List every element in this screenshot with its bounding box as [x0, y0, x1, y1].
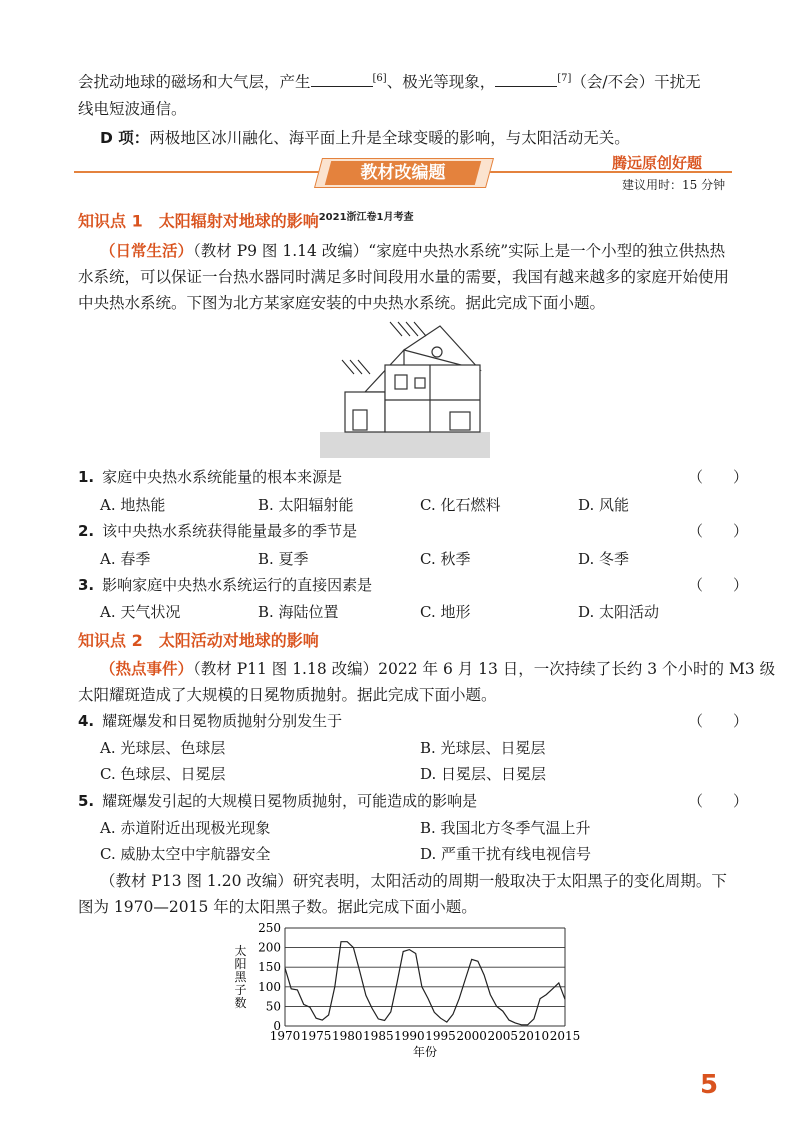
q5-option-b[interactable]: B. 我国北方冬季气温上升 [420, 819, 591, 837]
q3-option-c[interactable]: C. 地形 [420, 603, 471, 621]
answer-paren-2[interactable]: （ ） [688, 522, 749, 540]
option-d-explanation [100, 127, 630, 149]
x-tick-label: 1980 [331, 1029, 363, 1043]
intro3-line-1: （教材 P13 图 1.20 改编）研究表明，太阳活动的周期一般取决于太阳黑子的变化周期。下 [100, 872, 727, 890]
q4-option-d[interactable]: D. 日冕层、日冕层 [420, 765, 547, 783]
q3-option-d[interactable]: D. 太阳活动 [578, 603, 660, 621]
q2-option-d[interactable]: D. 冬季 [578, 550, 630, 568]
q1-option-d[interactable]: D. 风能 [578, 496, 630, 514]
question-3 [78, 574, 372, 595]
question-5 [78, 790, 477, 811]
q4-option-a[interactable]: A. 光球层、色球层 [100, 739, 226, 757]
question-2 [78, 520, 357, 541]
top-line-1 [78, 68, 701, 93]
knowledge-point-1 [78, 208, 414, 231]
banner-title: 教材改编题 [360, 163, 446, 183]
original-title: 腾远原创好题 [612, 154, 703, 172]
chart-grid [285, 928, 565, 1026]
ground [320, 432, 490, 458]
x-axis-label: 年份 [412, 1045, 438, 1059]
time-hint: 建议用时：15 分钟 [622, 178, 726, 192]
knowledge-point-2: 知识点 2 太阳活动对地球的影响 [78, 631, 319, 650]
q-num: 2. [78, 522, 95, 540]
text-fragment: （教材 P11 图 1.18 改编）2022 年 6 月 13 日，一次持续了长约 3 个小时的 M3 级 [193, 660, 776, 678]
q2-option-a[interactable]: A. 春季 [100, 550, 151, 568]
blank-mark-7: [7] [557, 73, 572, 84]
intro1-line-1 [100, 240, 725, 262]
intro2-line-2: 太阳耀斑造成了大规模的日冕物质抛射。据此完成下面小题。 [78, 686, 497, 704]
q-num: 4. [78, 712, 95, 730]
heater [415, 378, 425, 388]
q-text: 该中央热水系统获得能量最多的季节是 [102, 522, 358, 540]
x-tick-label: 1970 [269, 1029, 301, 1043]
answer-paren-1[interactable]: （ ） [688, 468, 749, 486]
q-text: 家庭中央热水系统能量的根本来源是 [102, 468, 343, 486]
q5-option-a[interactable]: A. 赤道附近出现极光现象 [100, 819, 271, 837]
q-num: 5. [78, 792, 95, 810]
sunspot-line [285, 942, 565, 1025]
x-tick-label: 1990 [394, 1029, 425, 1043]
radiator [450, 412, 470, 430]
q4-option-c[interactable]: C. 色球层、日冕层 [100, 765, 226, 783]
question-4 [78, 710, 342, 731]
d-text: 两极地区冰川融化、海平面上升是全球变暖的影响，与太阳活动无关。 [149, 129, 630, 147]
q-num: 3. [78, 576, 95, 594]
kp1-source: 2021浙江卷1月考查 [318, 212, 414, 223]
q1-option-a[interactable]: A. 地热能 [100, 496, 166, 514]
y-tick-label: 250 [258, 921, 281, 935]
answer-paren-5[interactable]: （ ） [688, 792, 749, 810]
intro2-line-1 [100, 658, 775, 680]
answer-paren-3[interactable]: （ ） [688, 576, 749, 594]
intro1-line-3: 中央热水系统。下图为北方某家庭安装的中央热水系统。据此完成下面小题。 [78, 294, 606, 312]
question-1 [78, 466, 342, 487]
q2-option-c[interactable]: C. 秋季 [420, 550, 471, 568]
page-number: 5 [700, 1070, 719, 1100]
answer-blank-7[interactable] [495, 72, 557, 87]
y-tick-label: 100 [258, 979, 281, 994]
q3-option-a[interactable]: A. 天气状况 [100, 603, 181, 621]
x-tick-labels [270, 1029, 580, 1043]
answer-paren-4[interactable]: （ ） [688, 712, 749, 730]
q1-option-b[interactable]: B. 太阳辐射能 [258, 496, 354, 514]
d-label: D 项： [100, 129, 150, 147]
q3-option-b[interactable]: B. 海陆位置 [258, 603, 339, 621]
text-fragment: 、极光等现象， [386, 73, 496, 92]
q4-option-b[interactable]: B. 光球层、日冕层 [420, 739, 546, 757]
kp1-label: 知识点 1 太阳辐射对地球的影响 [78, 211, 319, 231]
y-tick-label: 200 [258, 940, 281, 955]
intro1-line-2: 水系统，可以保证一台热水器同时满足多时间段用水量的需要，我国有越来越多的家庭开始使用 [78, 268, 730, 286]
x-tick-label: 2005 [487, 1029, 519, 1043]
q-num: 1. [78, 468, 95, 486]
text-fragment: 会扰动地球的磁场和大气层，产生 [78, 73, 311, 92]
boiler [353, 410, 367, 430]
x-tick-label: 2010 [518, 1029, 550, 1043]
y-axis-label: 太阳黑子数 [233, 944, 247, 1010]
q1-option-c[interactable]: C. 化石燃料 [420, 496, 501, 514]
y-tick-label: 50 [265, 999, 281, 1014]
top-line-2: 线电短波通信。 [78, 100, 187, 118]
y-tick-label: 150 [258, 960, 281, 975]
y-tick-label: 0 [273, 1019, 281, 1033]
tank [395, 375, 407, 389]
tag-hot-event: （热点事件） [100, 660, 194, 678]
q-text: 影响家庭中央热水系统运行的直接因素是 [102, 576, 373, 594]
blank-mark-6: [6] [372, 73, 387, 84]
x-tick-label: 2000 [456, 1029, 487, 1043]
q-text: 耀斑爆发引起的大规模日冕物质抛射，可能造成的影响是 [102, 792, 478, 810]
house-diagram [320, 320, 490, 460]
x-tick-label: 1975 [300, 1029, 332, 1043]
tag-daily-life: （日常生活） [100, 242, 194, 260]
q2-option-b[interactable]: B. 夏季 [258, 550, 309, 568]
attic-window [432, 347, 442, 357]
text-fragment: （会/不会）干扰无 [571, 73, 701, 92]
x-tick-label: 1995 [425, 1029, 456, 1043]
y-tick-labels [258, 921, 281, 1033]
x-tick-label: 1985 [363, 1029, 394, 1043]
q5-option-c[interactable]: C. 威胁太空中宇航器安全 [100, 845, 271, 863]
intro3-line-2: 图为 1970—2015 年的太阳黑子数。据此完成下面小题。 [78, 898, 477, 916]
answer-blank-6[interactable] [311, 72, 373, 87]
sunspot-chart [230, 920, 580, 1060]
x-tick-label: 2015 [549, 1029, 580, 1043]
q5-option-d[interactable]: D. 严重干扰有线电视信号 [420, 845, 592, 863]
q-text: 耀斑爆发和日冕物质抛射分别发生于 [102, 712, 343, 730]
text-fragment: （教材 P9 图 1.14 改编）“家庭中央热水系统”实际上是一个小型的独立供热热 [193, 242, 726, 260]
